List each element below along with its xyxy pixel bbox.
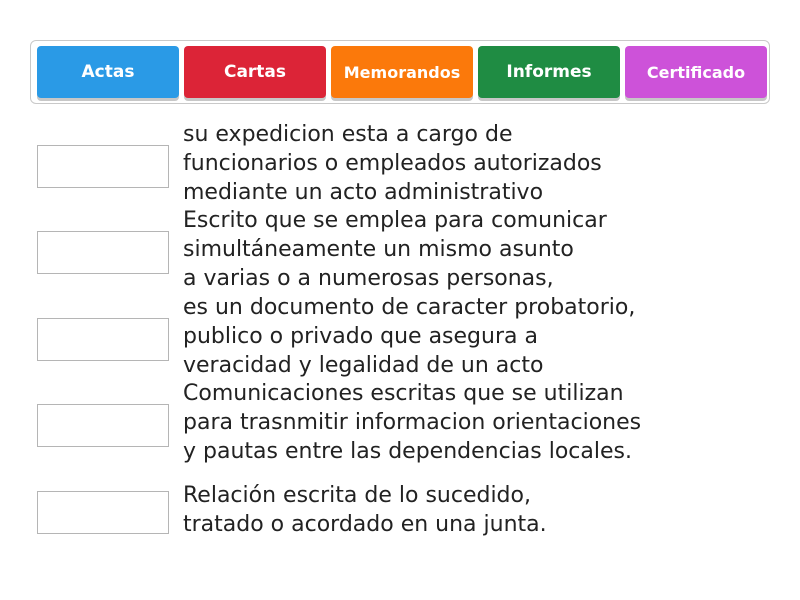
- tile-cartas[interactable]: Cartas: [184, 46, 326, 98]
- tile-certificado[interactable]: Certificado: [625, 46, 767, 98]
- drop-box-2[interactable]: [37, 231, 169, 274]
- clue-text-4: Comunicaciones escritas que se utilizan para trasnmitir informacion orientaciones y pautas entre las dependencias locales.: [183, 381, 642, 464]
- clue-text-2: Escrito que se emplea para comunicar simultáneamente un mismo asunto a varias o a numerosas personas,: [183, 208, 607, 291]
- drop-box-3[interactable]: [37, 318, 169, 361]
- clue-text-5: Relación escrita de lo sucedido, tratado o acordado en una junta.: [183, 483, 547, 537]
- drop-box-4[interactable]: [37, 404, 169, 447]
- clue-text-1: su expedicion esta a cargo de funcionarios o empleados autorizados mediante un acto administrativo: [183, 122, 602, 205]
- drop-box-1[interactable]: [37, 145, 169, 188]
- drop-box-5[interactable]: [37, 491, 169, 534]
- tile-informes[interactable]: Informes: [478, 46, 620, 98]
- tile-memorandos[interactable]: Memorandos: [331, 46, 473, 98]
- tile-actas[interactable]: Actas: [37, 46, 179, 98]
- clue-text-3: es un documento de caracter probatorio, publico o privado que asegura a veracidad y legalidad de un acto: [183, 295, 636, 378]
